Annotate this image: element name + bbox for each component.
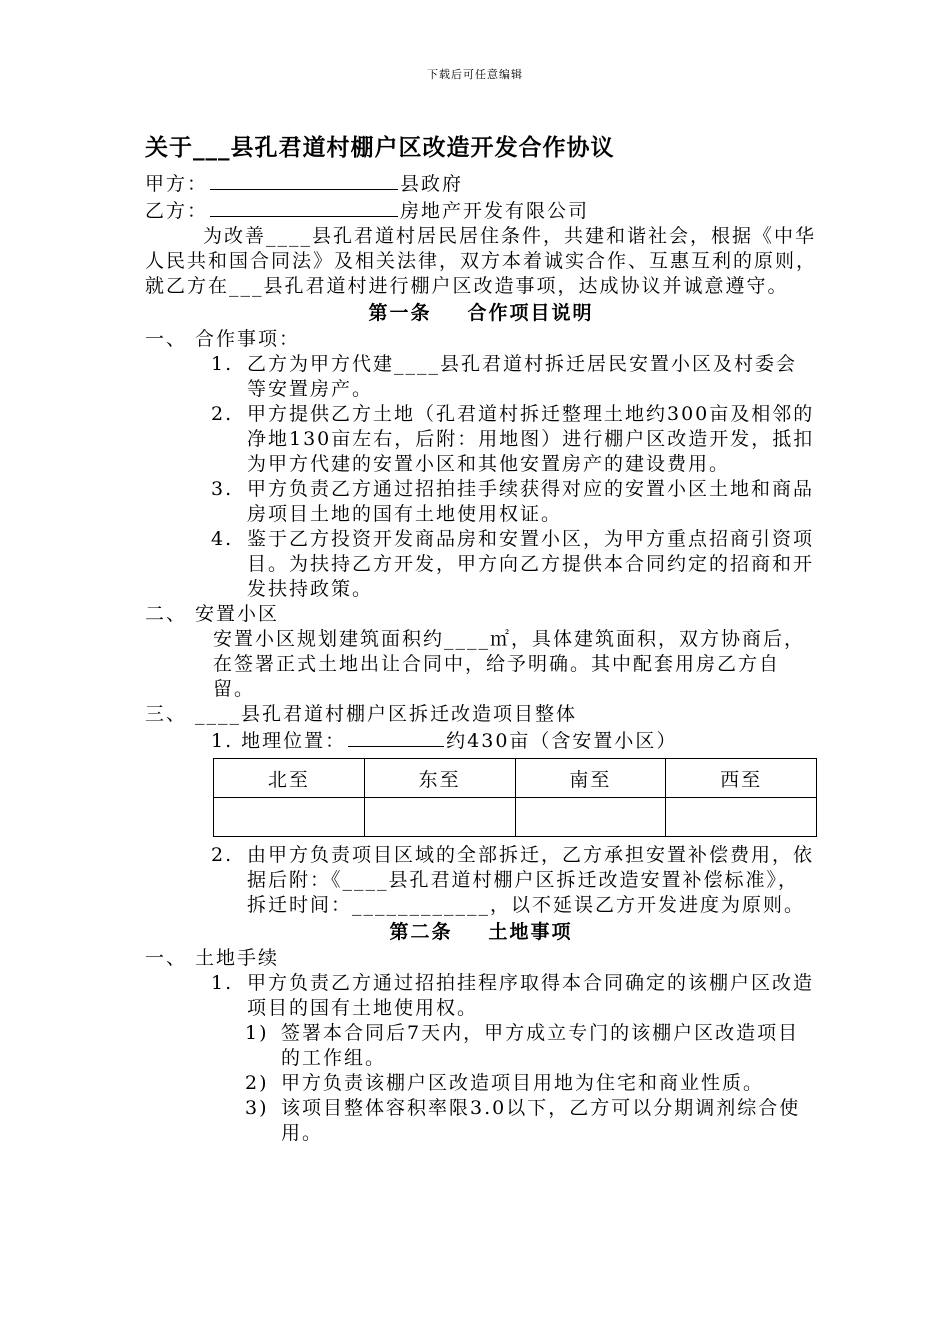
item-number: 4. <box>211 528 234 550</box>
sub-item-number: 2) <box>245 1072 269 1094</box>
sub-item-number: 1) <box>245 1022 269 1044</box>
table-header-cell: 南至 <box>515 759 666 798</box>
party-a-label: 甲方： <box>145 173 209 195</box>
article-1-label: 第一条 <box>368 302 432 324</box>
table-row <box>214 798 817 837</box>
table-cell[interactable] <box>666 798 817 837</box>
party-a-suffix: 县政府 <box>400 173 464 195</box>
list-item <box>145 402 817 477</box>
table-cell[interactable] <box>214 798 365 837</box>
table-header-row <box>214 759 817 798</box>
sub-item-text: 甲方负责该棚户区改造项目用地为住宅和商业性质。 <box>281 1072 765 1094</box>
article-2-label: 第二条 <box>389 921 453 943</box>
sub-item-text: 签署本合同后7天内，甲方成立专门的该棚户区改造项目的工作组。 <box>281 1022 800 1069</box>
page-header-note: 下载后可任意编辑 <box>427 68 523 81</box>
item-text: 乙方为甲方代建____县孔君道村拆迁居民安置小区及村委会等安置房产。 <box>247 353 798 400</box>
item-text: 鉴于乙方投资开发商品房和安置小区，为甲方重点招商引资项目。为扶持乙方开发，甲方向乙方提供本合同约定的招商和开发扶持政策。 <box>247 528 815 600</box>
section-1-title: 一、 合作事项： <box>145 328 301 350</box>
sub-list-item <box>145 1021 817 1071</box>
item-number: 2. <box>211 403 234 425</box>
item-text: 甲方负责乙方通过招拍挂手续获得对应的安置小区土地和商品房项目土地的国有土地使用权证。 <box>247 478 815 525</box>
table-header-cell: 北至 <box>214 759 365 798</box>
list-item <box>145 527 817 602</box>
table-cell[interactable] <box>364 798 515 837</box>
item-number: 1. <box>211 353 234 375</box>
party-b-label: 乙方： <box>145 200 209 222</box>
list-item <box>145 971 817 1021</box>
sub-list-item <box>145 1096 817 1146</box>
article-1-heading <box>145 299 817 327</box>
sub-item-number: 3) <box>245 1097 269 1119</box>
item-text: 甲方负责乙方通过招拍挂程序取得本合同确定的该棚户区改造项目的国有土地使用权。 <box>247 972 815 1019</box>
item-number: 1. <box>211 972 234 994</box>
section-3-title: 三、 ____县孔君道村棚户区拆迁改造项目整体 <box>145 703 578 725</box>
table-header-cell: 西至 <box>666 759 817 798</box>
party-b-suffix: 房地产开发有限公司 <box>400 200 590 222</box>
list-item <box>145 352 817 402</box>
article-2-heading <box>145 918 817 946</box>
article-1-title: 合作项目说明 <box>467 302 594 324</box>
boundary-table <box>213 758 817 837</box>
sub-item-text: 该项目整体容积率限3.0以下，乙方可以分期调剂综合使用。 <box>281 1097 801 1144</box>
section-2-title: 二、 安置小区 <box>145 603 280 625</box>
section-2-text: 安置小区规划建筑面积约____㎡，具体建筑面积，双方协商后，在签署正式土地出让合同中，给予明确。其中配套用房乙方自留。 <box>213 628 806 700</box>
article-2-title: 土地事项 <box>488 921 573 943</box>
party-a-line <box>145 170 817 197</box>
table-cell[interactable] <box>515 798 666 837</box>
item-number: 3. <box>211 478 234 500</box>
list-item <box>145 843 817 918</box>
sub-list-item <box>145 1071 817 1096</box>
party-a-blank[interactable] <box>210 170 398 190</box>
item-text: 由甲方负责项目区域的全部拆迁，乙方承担安置补偿费用，依据后附：《____县孔君道村棚户区拆迁改造安置补偿标准》，拆迁时间：____________，以不延误乙方开发进度为原则。 <box>247 844 815 916</box>
article-2-section-1-title: 一、 土地手续 <box>145 947 280 969</box>
geo-location-suffix: 约430亩（含安置小区） <box>446 730 678 752</box>
party-b-line <box>145 197 817 224</box>
party-b-blank[interactable] <box>210 197 398 217</box>
geo-location-blank[interactable] <box>348 727 444 747</box>
preamble-paragraph: 为改善____县孔君道村居民居住条件，共建和谐社会，根据《中华人民共和国合同法》及相关法律，双方本着诚实合作、互惠互利的原则，就乙方在___县孔君道村进行棚户区改造事项，达成协议并诚意遵守。 <box>145 225 818 297</box>
item-text: 甲方提供乙方土地（孔君道村拆迁整理土地约300亩及相邻的净地130亩左右，后附：用地图）进行棚户区改造开发，抵扣为甲方代建的安置小区和其他安置房产的建设费用。 <box>247 403 815 475</box>
document-title: 关于___县孔君道村棚户区改造开发合作协议 <box>145 135 615 161</box>
list-item <box>145 477 817 527</box>
geo-location-line <box>145 727 817 754</box>
document-body <box>145 130 817 1146</box>
geo-location-label: 1. 地理位置： <box>211 730 347 752</box>
table-header-cell: 东至 <box>364 759 515 798</box>
item-number: 2. <box>211 844 234 866</box>
